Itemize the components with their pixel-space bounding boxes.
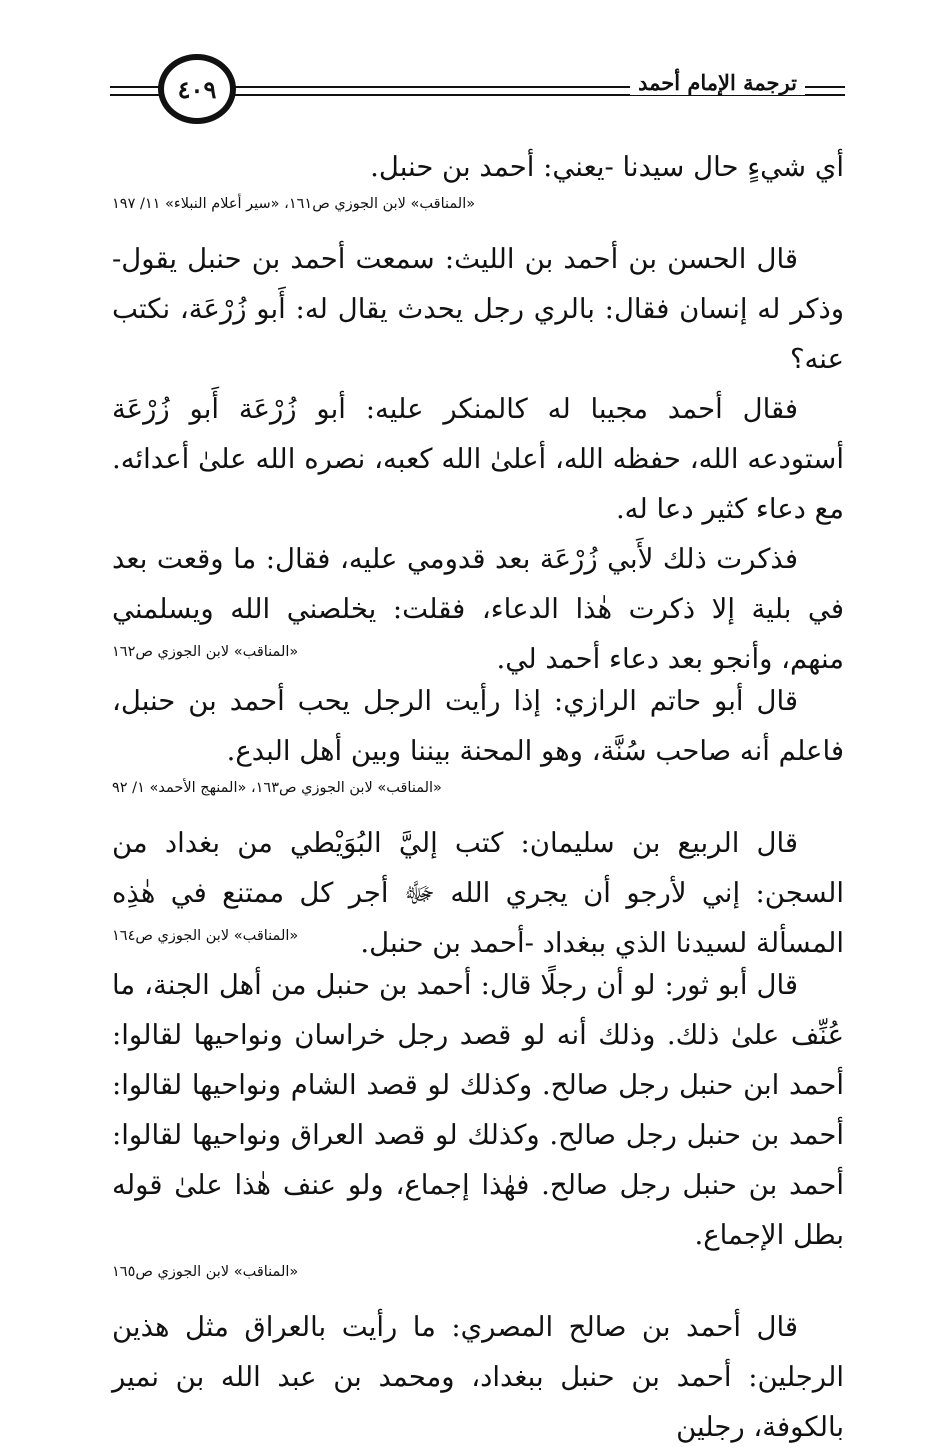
reference-note: «المناقب» لابن الجوزي ص١٦٣، «المنهج الأحمد» ١/ ٩٢ bbox=[112, 780, 442, 796]
page-number: ٤٠٩ bbox=[158, 54, 236, 124]
paragraph: فقال أحمد مجيبا له كالمنكر عليه: أبو زُرْعَة أَبو زُرْعَة أستودعه الله، حفظه الله، أعلىٰ الله كعبه، نصره الله علىٰ أعدائه. مع دعاء كثير دعا له. bbox=[112, 393, 844, 525]
reference-note: «المناقب» لابن الجوزي ص١٦١، «سير أعلام النبلاء» ١١/ ١٩٧ bbox=[112, 196, 476, 212]
reference-note: «المناقب» لابن الجوزي ص١٦٥ bbox=[112, 1264, 299, 1280]
page-header bbox=[110, 52, 845, 132]
paragraph: فذكرت ذلك لأَبي زُرْعَة بعد قدومي عليه، فقال: ما وقعت بعد في بلية إلا ذكرت هٰذا الدعاء، فقلت: يخلصني الله ويسلمني منهم، وأنجو بعد دعاء أحمد لي. bbox=[112, 543, 844, 675]
paragraph: قال أحمد بن صالح المصري: ما رأيت بالعراق مثل هذين الرجلين: أحمد بن حنبل ببغداد، ومحمد بن عبد الله بن نمير بالكوفة، رجلين bbox=[112, 1311, 844, 1443]
paragraph: قال الربيع بن سليمان: كتب إليَّ البُوَيْطي من بغداد من السجن: إني لأرجو أن يجري الله ﷻ أجر كل ممتنع في هٰذِه المسألة لسيدنا الذي ببغداد -أحمد بن حنبل. bbox=[112, 827, 844, 959]
paragraph: قال أبو حاتم الرازي: إذا رأيت الرجل يحب أحمد بن حنبل، فاعلم أنه صاحب سُنَّة، وهو المحنة بيننا وبين أهل البدع. bbox=[112, 685, 844, 767]
page-body bbox=[112, 142, 844, 1452]
paragraph: قال أبو ثور: لو أن رجلًا قال: أحمد بن حنبل من أهل الجنة، ما عُنِّف علىٰ ذلك. وذلك أنه لو قصد رجل خراسان ونواحيها لقالوا: أحمد ابن حنبل رجل صالح. وكذلك لو قصد الشام ونواحيها لقالوا: أحمد بن حنبل رجل صالح. وكذلك لو قصد العراق ونواحيها لقالوا: أحمد بن حنبل رجل صالح. فهٰذا إجماع، ولو عنف هٰذا علىٰ قوله بطل الإجماع. bbox=[112, 969, 844, 1251]
reference-note: «المناقب» لابن الجوزي ص١٦٤ bbox=[112, 928, 299, 944]
paragraph: أي شيءٍ حال سيدنا -يعني: أحمد بن حنبل. bbox=[370, 151, 844, 183]
reference-note: «المناقب» لابن الجوزي ص١٦٢ bbox=[112, 644, 299, 660]
paragraph: قال الحسن بن أحمد بن الليث: سمعت أحمد بن حنبل يقول- وذكر له إنسان فقال: بالري رجل يحدث يقال له: أَبو زُرْعَة، نكتب عنه؟ bbox=[112, 243, 844, 375]
running-title: ترجمة الإمام أحمد bbox=[630, 70, 805, 95]
